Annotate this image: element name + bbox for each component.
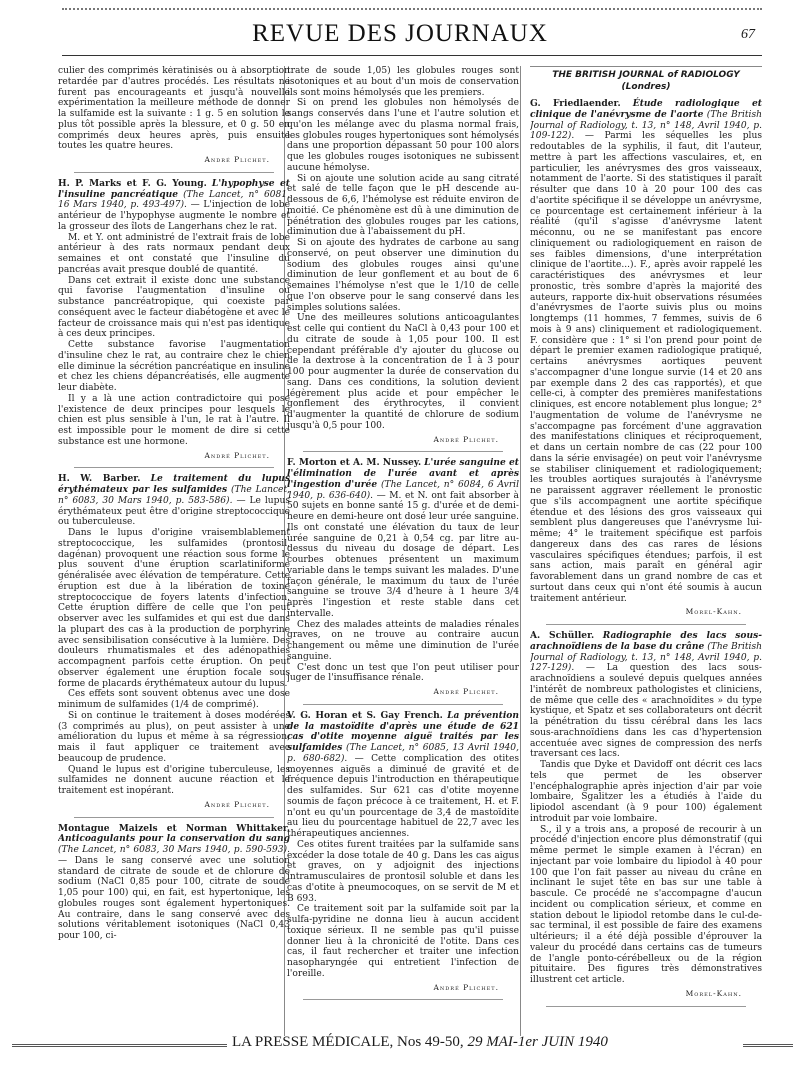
- article-reference: (The Lancet, n° 6084, 6 Avril 1940, p. 636-640).: [287, 479, 519, 501]
- paragraph: Quand le lupus est d'origine tuberculeuse, les sulfamides ne donnent aucune réaction et le traitement est inopérant.: [58, 764, 290, 796]
- footer-journal: LA PRESSE MÉDICALE,: [232, 1034, 394, 1050]
- article-title: Étude radiologique et clinique de l'anévrysme de l'aorte: [530, 98, 762, 120]
- article-authors: V. G. Horan et S. Gay French.: [287, 709, 443, 721]
- article-body: — M. et N. ont fait absorber à 50 sujets en bonne santé 15 g. d'urée et de demi-heure en demi-heure ont dosé leur urée sanguine. Ils ont constaté une élévation du taux de leur urée sanguine de 0,21 à 0,54 cg. par litre au-dessus du niveau du dosage de départ. Les courbes obtenues présentent un maximum variable dans le temps suivant les malades. D'une façon générale, le maximum du taux de l'urée sanguine se trouve 3/4 d'heure à 1 heure 3/4 après l'ingestion et reste stable dans cet intervalle.: [287, 490, 519, 619]
- signature: André Plichet.: [433, 982, 499, 992]
- paragraph: Ces effets sont souvent obtenus avec une dose minimum de sulfamides (1/4 de comprimé).: [58, 689, 290, 710]
- paragraph: Dans le lupus d'origine vraisemblablement streptococcique, les sulfamides (prontosil, dagénan) provoquent une réaction sous forme le plus souvent d'une éruption scarlatiniforme généralisée avec élévation de température. Cette éruption est due à la libération de toxine streptococcique de foyers latents d'infection. Cette éruption diffère de celle que l'on peut observer avec les sulfamides et qui est due dans la plupart des cas à la production de porphyrine avec sensibilisation consécutive à la lumière. Des douleurs rhumatismales et des adénopathies accompagnent parfois cette éruption. On peut observer également une éruption focale sous forme de placards érythémateux autour du lupus.: [58, 528, 290, 689]
- article: [58, 179, 290, 233]
- article: [287, 711, 519, 840]
- paragraph: Cette substance favorise l'augmentation d'insuline chez le rat, au contraire chez le chien elle diminue la sécrétion pancréatique en insuline et chez les chiens dépancréatisés, elle augmente leur diabète.: [58, 340, 290, 393]
- paragraph: Dans cet extrait il existe donc une substance qui favorise l'augmentation d'insuline ou substance pancréatropique, qui coexiste par conséquent avec le facteur diabétogène et avec le facteur de croissance mais qui n'est pas identique à ces deux principes.: [58, 275, 290, 340]
- article-separator: [74, 172, 274, 173]
- journal-name: THE BRITISH JOURNAL of RADIOLOGY: [552, 70, 740, 80]
- article: [530, 631, 762, 760]
- article-authors: F. Morton et A. M. Nussey.: [287, 457, 422, 469]
- article-separator: [546, 624, 746, 625]
- paragraph: Si on prend les globules non hémolysés de sangs conservés dans l'une et l'autre solution et qu'on les mélange avec du plasma normal frais, les globules rouges hypertoniques sont hémolysés dans une proportion dépassant 50 pour 100 alors que les globules rouges isotoniques ne subissent aucune hémolyse.: [287, 98, 519, 173]
- article-title: Anticoagulants pour la conservation du sang: [58, 833, 290, 845]
- article-reference: (The Lancet, n° 6081, 16 Mars 1940, p. 493-497).: [58, 189, 290, 211]
- signature: Morel-Kahn.: [685, 607, 742, 617]
- article-reference: (The Lancet, n° 6083, 30 Mars 1940, p. 590-593).: [58, 845, 290, 855]
- article-authors: H. W. Barber.: [58, 473, 141, 485]
- column-divider: [520, 66, 521, 1036]
- article-body: — L'injection de lobe antérieur de l'hypophyse augmente le nombre et la grosseur des îlots de Langerhans chez le rat.: [58, 200, 290, 232]
- paragraph: Ces otites furent traitées par la sulfamide sans excéder la dose totale de 40 g. Dans les cas aigus et graves, on y adjoignit des injections intramusculaires de prontosil soluble et dans les cas d'otite à pneumocoques, on se servit de M et B 693.: [287, 839, 519, 904]
- paragraph: Si on ajoute des hydrates de carbone au sang conservé, on peut observer une diminution du sodium des globules rouges ainsi qu'une diminution de leur gonflement et au bout de 6 semaines l'hémolyse n'est que le 1/10 de celle que l'on observe pour le sang conservé dans les simples solutions salées.: [287, 238, 519, 313]
- column-right: [530, 66, 762, 1034]
- article-reference: (The British Journal of Radiology, t. 13, n° 148, Avril 1940, p. 127-129).: [530, 641, 762, 674]
- signature: André Plichet.: [204, 155, 270, 164]
- paragraph: S., il y a trois ans, a proposé de recourir à un procédé d'injection encore plus démonstratif (qui même permet le simple examen à l'écran) en injectant par voie lombaire du lipiodol à 40 pour 100 que l'on fait passer au niveau du crâne en inclinant le sujet tête en bas sur une table à bascule. Ce procédé ne s'accompagne d'aucun incident ou complication sérieux, et comme en station debout le lipiodol retombe dans le cul-de-sac terminal, il est possible de faire des examens ultérieurs; il a été déjà possible d'éprouver la valeur du procédé dans certains cas de tumeurs de l'angle ponto-cérébelleux ou de la région pituitaire. Des figures très démonstratives illustrent cet article.: [530, 824, 762, 985]
- paragraph: Tandis que Dyke et Davidoff ont décrit ces lacs tels que permet de les observer l'encéphalographie après injection d'air par voie lombaire, Sgalitzer les a étudiés à l'aide du lipiodol ascendant (à 9 pour 100) également introduit par voie lombaire.: [530, 760, 762, 824]
- paragraph: Si on ajoute une solution acide au sang citraté et salé de telle façon que le pH descende au-dessous de 6,6, l'hémolyse est réduite environ de moitié. Ce phénomène est dû à une diminution de pénétration des globules rouges par les cations, diminution due à l'abaissement du pH.: [287, 173, 519, 238]
- journal-heading: [530, 66, 762, 93]
- signature: André Plichet.: [433, 687, 499, 696]
- paragraph: Chez des malades atteints de maladies rénales graves, on ne trouve au contraire aucun changement ou même une diminution de l'urée sanguine.: [287, 619, 519, 662]
- article-authors: Montague Maizels et Norman Whittaker.: [58, 822, 290, 834]
- article-title: Le traitement du lupus érythémateux par les sulfamides: [58, 473, 290, 495]
- footer-rule: [12, 1044, 227, 1047]
- footer-number: Nos 49-50,: [397, 1034, 464, 1050]
- page-number: 67: [741, 27, 755, 42]
- column-right-body: [530, 99, 762, 1007]
- column-middle: [287, 66, 519, 1034]
- article: [58, 474, 290, 528]
- article-reference: (The Lancet, n° 6085, 13 Avril 1940, p. 680-682).: [287, 743, 519, 764]
- paragraph: trate de soude 1,05) les globules rouges sont isotoniques et au bout d'un mois de conservation ils sont moins hémolysés que les premiers.: [287, 66, 519, 98]
- article-separator: [546, 1006, 746, 1007]
- column-left: [58, 66, 290, 1034]
- article-title: L'hypophyse et l'insuline pancréatique: [58, 177, 290, 200]
- footer: [232, 1034, 742, 1051]
- footer-rule: [743, 1044, 793, 1047]
- article: [287, 458, 519, 619]
- article: [530, 99, 762, 604]
- article-body: — Cette complication des otites moyennes aiguës a diminué de gravité et de fréquence depuis l'introduction en thérapeutique des sulfamides. Sur 621 cas d'otite moyenne soumis de façon précoce à ce traitement, H. et F. n'ont eu qu'un pourcentage de 3,4 de mastoïdite au lieu du pourcentage habituel de 22,7 avec les thérapeutiques anciennes.: [287, 753, 519, 839]
- article-title: La prévention de la mastoïdite d'après une étude de 621 cas d'otite moyenne aiguë traités par les sulfamides: [287, 709, 519, 753]
- article-reference: (The British Journal of Radiology, t. 13, n° 148, Avril 1940, p. 109-122).: [530, 109, 762, 142]
- article: [58, 824, 290, 942]
- signature: André Plichet.: [204, 799, 270, 809]
- article-separator: [74, 467, 274, 468]
- paragraph: C'est donc un test que l'on peut utiliser pour juger de l'insuffisance rénale.: [287, 662, 519, 684]
- article-title: Radiographie des lacs sous-arachnoïdiens de la base du crâne: [530, 630, 762, 652]
- article-separator: [74, 817, 274, 818]
- article-body: — La question des lacs sous-arachnoïdiens a soulevé depuis quelques années l'intérêt de nombreux pathologistes et cliniciens, de même que celle des « arachnoïdites » du type kystique, et Spatz et ses collaborateurs ont décrit la pénétration du tissu cérébral dans les lacs sous-arachnoïdiens dans les cas d'hypertension accentuée avec signes de compression des nerfs traversant ces lacs.: [530, 663, 762, 760]
- article-authors: G. Friedlaender.: [530, 98, 621, 109]
- top-dotted-rule: [62, 8, 762, 10]
- paragraph: Ce traitement soit par la sulfamide soit par la sulfa-pyridine ne donna lieu à aucun accident toxique sérieux. Il ne semble pas qu'il puisse donner lieu à la chronicité de l'otite. Dans ces cas, il faut rechercher et traiter une infection nasopharyngée qui entretient l'infection de l'oreille.: [287, 904, 519, 979]
- running-title: REVUE DES JOURNAUX: [252, 20, 548, 47]
- article-authors: H. P. Marks et F. G. Young.: [58, 177, 207, 189]
- footer-date: 29 MAI-1er JUIN 1940: [467, 1034, 608, 1050]
- article-reference: (The Lancet, n° 6083, 30 Mars 1940, p. 583-586).: [58, 485, 290, 506]
- paragraph: culier des comprimés kératinisés ou à absorption retardée par d'autres procédés. Les résultats ne furent pas encourageants et jusqu'à nouvelle expérimentation la meilleure méthode de donner la sulfamide est la suivante : 1 g. 5 en solution le plus tôt possible après la blessure, et 0 g. 50 en comprimés deux heures après, puis ensuite toutes les quatre heures.: [58, 66, 290, 152]
- article-authors: A. Schüller.: [530, 630, 595, 641]
- paragraph: Il y a là une action contradictoire qui pose l'existence de deux principes pour lesquels le chien est plus sensible à l'un, le rat à l'autre. Il est impossible pour le moment de dire si cette substance est une hormone.: [58, 393, 290, 447]
- article-body: — Dans le sang conservé avec une solution standard de citrate de soude et de chlorure de sodium (NaCl 0,85 pour 100, citrate de soude 1,05 pour 100) qui, en fait, est hypertonique, les globules rouges sont également hypertoniques. Au contraire, dans le sang conservé avec des solutions véritablement isotoniques (NaCl 0,43 pour 100, ci-: [58, 855, 290, 941]
- header-rule: [62, 55, 762, 56]
- signature: André Plichet.: [204, 450, 270, 460]
- article-separator: [303, 704, 503, 705]
- article-body: — Parmi les séquelles les plus redoutables de la syphilis, il faut, dit l'auteur, mettre à part les affections vasculaires, et, en particulier, les anévrysmes des gros vaisseaux, notamment de l'aorte. Si des statistiques il paraît résulter que dans 10 à 20 pour 100 des cas d'aortite spécifique il se développe un anévrysme, ce pourcentage est certainement inférieur à la réalité (qu'il s'agisse d'anévrysme latent méconnu, ou ne se manifestant pas encore cliniquement ou radiologiquement en raison de ses faibles dimensions, d'une interprétation clinique de l'aortite...). F., après avoir rappelé les caractéristiques des anévrysmes et leur pronostic, très sombre d'après la majorité des auteurs, rapporte dix-huit observations résumées d'anévrysmes de l'aorte suivis plus ou moins longtemps (11 hommes, 7 femmes, suivis de 6 mois à 9 ans) cliniquement et radiologiquement. F. considère que : 1° si l'on prend pour point de départ le premier examen radiologique pratiqué, certains anévrysmes aortiques peuvent s'accompagner d'une longue survie (14 et 20 ans par exemple dans 2 des cas rapportés), et que celle-ci, à compter des premières manifestations cliniques, est encore notablement plus longue; 2° l'augmentation de volume de l'anévrysme ne s'accompagne pas forcément d'une aggravation des manifestations cliniques et réciproquement, et dans un certain nombre de cas (22 pour 100 dans la série envisagée) on peut voir l'anévrysme se stabiliser cliniquement et radiologiquement; les troubles aortiques surajoutés à l'anévrysme ne paraissent aggraver réellement le pronostic que s'ils accompagnent une aortite spécifique étendue et des lésions des gros vaisseaux qui semblent plus dangereuses que l'anévrysme lui-même; 4° le traitement spécifique est parfois dangereux dans des cas rares de lésions vasculaires spécifiques étendues; parfois, il est sans action, mais paraît en général agir favorablement dans un grand nombre de cas et surtout dans ceux qui n'ont été soumis à aucun traitement antérieur.: [530, 131, 762, 604]
- paragraph: Une des meilleures solutions anticoagulantes est celle qui contient du NaCl à 0,43 pour 100 et du citrate de soude à 1,05 pour 100. Il est cependant préférable d'y ajouter du glucose ou de la dextrose à la concentration de 1 à 3 pour 100 pour augmenter la durée de conservation du sang. Dans ces conditions, la solution devient légèrement plus acide et pour empêcher le gonflement des érythrocytes, il convient d'augmenter la quantité de chlorure de sodium jusqu'à 0,5 pour 100.: [287, 313, 519, 431]
- article-separator: [303, 451, 503, 452]
- paragraph: M. et Y. ont administré de l'extrait frais de lobe antérieur à des rats normaux pendant deux semaines et ont constaté que l'insuline du pancréas avait presque doublé de quantité.: [58, 232, 290, 275]
- article-separator: [303, 999, 503, 1000]
- journal-place: (Londres): [621, 82, 671, 92]
- article-body: — Le lupus érythémateux peut être d'origine streptococcique ou tuberculeuse.: [58, 495, 290, 528]
- signature: Morel-Kahn.: [685, 988, 742, 998]
- paragraph: Si on continue le traitement à doses modérées (3 comprimés au plus), on peut assister à une amélioration du lupus et même à sa régression, mais il faut appliquer ce traitement avec beaucoup de prudence.: [58, 710, 290, 764]
- signature: André Plichet.: [433, 434, 499, 444]
- article-title: L'urée sanguine et l'élimination de l'urée avant et après l'ingestion d'urée: [287, 457, 519, 490]
